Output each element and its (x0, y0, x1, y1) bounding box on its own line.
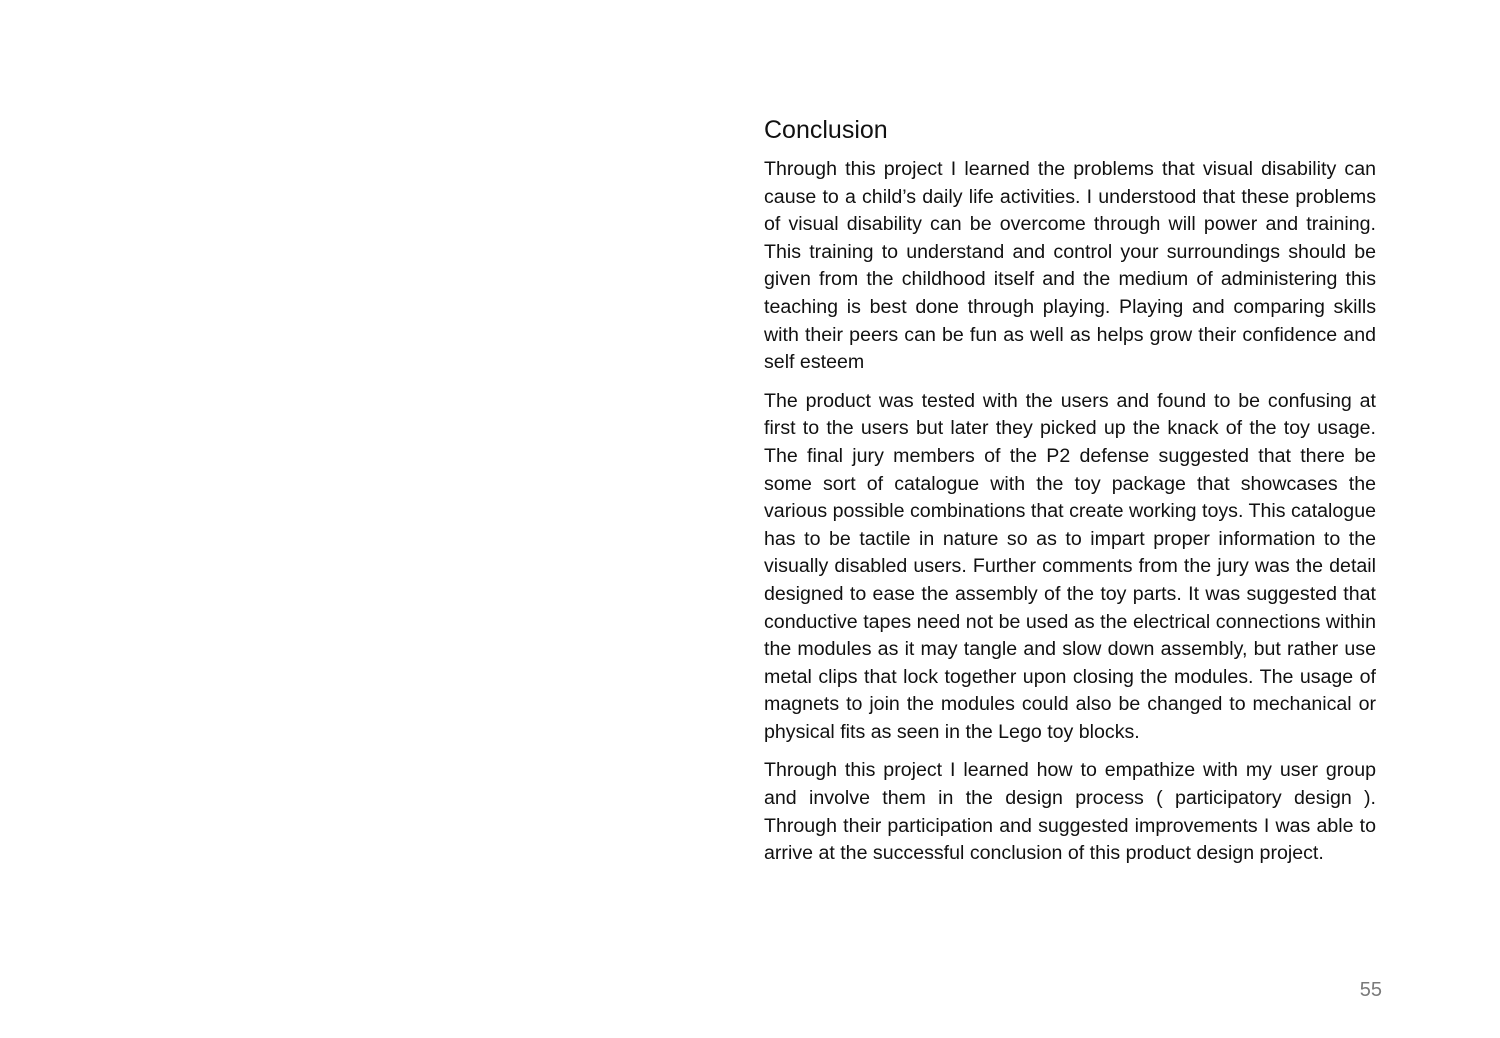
page-number: 55 (1359, 979, 1382, 1001)
conclusion-paragraph-1: Through this project I learned the problems that visual disability can cause to a child’s daily life activities. I understood that these problems of visual disability can be overcome through will power and training. This training to understand and control your surroundings should be given from the childhood itself and the medium of administering this teaching is best done through playing. Playing and comparing skills with their peers can be fun as well as helps grow their confidence and self esteem (764, 158, 1376, 374)
section-heading: Conclusion (764, 116, 888, 144)
conclusion-section (764, 112, 1376, 879)
conclusion-paragraph-3: Through this project I learned how to empathize with my user group and involve them in the design process ( participatory design ). Through their participation and suggested improvements I was able to arrive at the successful conclusion of this product design project. (764, 759, 1376, 865)
conclusion-paragraph-2: The product was tested with the users and found to be confusing at first to the users but later they picked up the knack of the toy usage. The final jury members of the P2 defense suggested that there be some sort of catalogue with the toy package that showcases the various possible combinations that create working toys. This catalogue has to be tactile in nature so as to impart proper information to the visually disabled users. Further comments from the jury was the detail designed to ease the assembly of the toy parts. It was suggested that conductive tapes need not be used as the electrical connections within the modules as it may tangle and slow down assembly, but rather use metal clips that lock together upon closing the modules. The usage of magnets to join the modules could also be changed to mechanical or physical fits as seen in the Lego toy blocks. (764, 389, 1376, 743)
